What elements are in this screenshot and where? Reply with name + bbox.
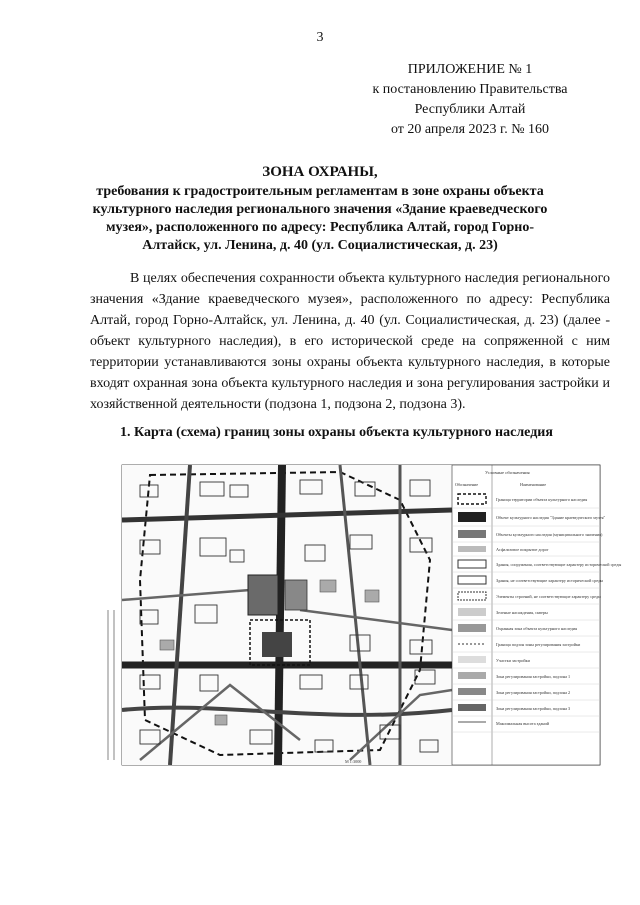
body-paragraph: В целях обеспечения сохранности объекта культурного наследия регионального значения «Здание краеведческого музея», расположенного по адресу: Республика Алтай, город Горно-Алтайск, ул. Ленина, д. 40 (ул. Социалистическая, д. 23) (далее - объект культурного наследия), в его исторической среде на сопряженной с ним территории устанавливаются зоны охраны объекта культурного наследия, в которые входят охранная зона объекта культурного наследия и зона регулирования застройки и хозяйственной деятельности (подзона 1, подзона 2, подзона 3). (90, 271, 610, 412)
legend-item: Максимальная высота зданий (496, 721, 549, 726)
legend-col-symbol: Обозначение (455, 482, 479, 487)
appendix-title: ПРИЛОЖЕНИЕ № 1 (407, 62, 533, 77)
map-area (122, 465, 452, 765)
protection-zone-map (100, 460, 622, 770)
legend-item: Зона регулирования застройки, подзона 2 (496, 690, 571, 695)
title-subtitle: требования к градостроительным регламентам в зоне охраны объекта культурного наследия регионального значения «Здание краеведческого музея», расположенного по адресу: Республика Алтай, город Горно-Алтайск, ул. Ленина, д. 40 (ул. Социалистическая, д. 23) (92, 184, 548, 253)
legend-col-name: Наименование (520, 482, 547, 487)
map-scale-label: М 1:3000 (345, 759, 362, 764)
map-drawing (100, 460, 622, 770)
legend-item: Зеленые насаждения, скверы (496, 610, 548, 615)
appendix-line-republic: Республики Алтай (414, 102, 526, 117)
legend-item: Зона регулирования застройки, подзона 3 (496, 706, 571, 711)
legend-item: Граница подзон зоны регулирования застройки (496, 642, 581, 647)
appendix-line-decree: к постановлению Правительства (372, 82, 568, 97)
legend-item: Объект культурного наследия "Здание краеведческого музея" (496, 515, 606, 520)
legend-item: Охранная зона объекта культурного наследия (496, 626, 578, 631)
legend-item: Объекты культурного наследия (муниципального значения) (496, 532, 603, 537)
map-legend (452, 465, 621, 765)
legend-item: Участки застройки (496, 658, 530, 663)
title-main: ЗОНА ОХРАНЫ, (262, 164, 378, 180)
legend-item: Здания, сооружения, соответствующие характеру исторической среды (496, 562, 622, 567)
legend-title: Условные обозначения (485, 470, 530, 475)
legend-item: Асфальтовое покрытие дорог (496, 547, 549, 552)
section-heading: 1. Карта (схема) границ зоны охраны объекта культурного наследия (120, 425, 553, 440)
appendix-header (360, 60, 580, 140)
legend-item: Граница территории объекта культурного наследия (496, 497, 588, 502)
document-title (90, 163, 550, 255)
legend-item: Здания, не соответствующие характеру исторической среды (496, 578, 604, 583)
legend-item: Зона регулирования застройки, подзона 1 (496, 674, 571, 679)
appendix-line-date: от 20 апреля 2023 г. № 160 (390, 122, 550, 137)
page-number: 3 (316, 30, 324, 45)
legend-item: Элементы строений, не соответствующие характеру среды (496, 594, 601, 599)
